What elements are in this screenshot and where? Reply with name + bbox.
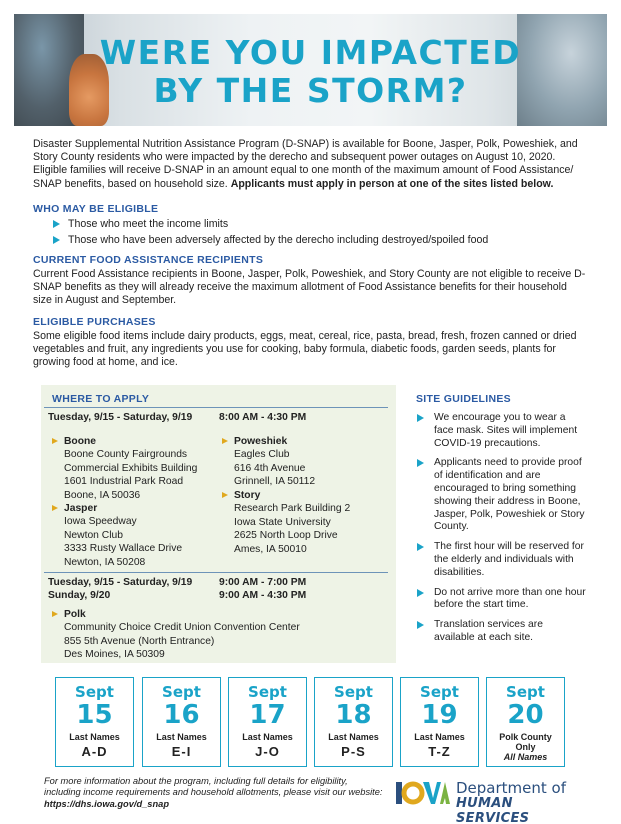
tile-range: T-Z: [428, 744, 451, 759]
date-tile-20: [486, 677, 565, 767]
location-name: [52, 502, 182, 515]
date-tile-19: [400, 677, 479, 767]
block2-hours2: 9:00 AM - 4:30 PM: [219, 590, 307, 601]
tile-month: Sept: [75, 683, 114, 701]
location-polk: [52, 608, 300, 662]
triangle-bullet-icon: [222, 492, 228, 498]
current-heading: CURRENT FOOD ASSISTANCE RECIPIENTS: [33, 254, 264, 266]
divider: [44, 572, 388, 573]
location-name: [222, 489, 350, 502]
iowa-dhs-logo: [396, 776, 586, 824]
triangle-bullet-icon: [417, 414, 424, 422]
address-line: 1601 Industrial Park Road: [64, 476, 184, 488]
triangle-bullet-icon: [222, 438, 228, 444]
triangle-bullet-icon: [53, 220, 60, 228]
date-tile-15: [55, 677, 134, 767]
block1-hours: 8:00 AM - 4:30 PM: [219, 412, 307, 423]
tile-range: P-S: [341, 744, 366, 759]
tile-month: Sept: [248, 683, 287, 701]
list-item: [416, 587, 586, 613]
block1-dates: Tuesday, 9/15 - Saturday, 9/19: [48, 412, 193, 423]
address-line: Grinnell, IA 50112: [234, 476, 316, 488]
block2-dates1: Tuesday, 9/15 - Saturday, 9/19: [48, 577, 193, 588]
divider: [44, 407, 388, 408]
block2-dates2: Sunday, 9/20: [48, 590, 111, 601]
intro-text: Disaster Supplemental Nutrition Assistance Program (D-SNAP) is available for Boone, Jasper, Polk, Poweshiek, and Story County residents who were impacted by the derecho and subsequent power outages on August 10, 2020. Eligible families will receive D-SNAP in an amount equal to one month of the maximum amount of Food Assistance/ SNAP benefits, based on household size.: [33, 138, 578, 190]
address-line: 855 5th Avenue (North Entrance): [64, 635, 215, 647]
tile-day: 19: [421, 700, 458, 730]
footer-link[interactable]: https://dhs.iowa.gov/d_snap: [44, 798, 169, 809]
intro-bold: Applicants must apply in person at one of the sites listed below.: [230, 177, 554, 190]
guidelines-heading: SITE GUIDELINES: [416, 393, 511, 405]
address-line: Community Choice Credit Union Convention Center: [64, 622, 300, 634]
date-tile-18: [314, 677, 393, 767]
triangle-bullet-icon: [52, 611, 58, 617]
address-line: Commercial Exhibits Building: [64, 462, 198, 474]
tile-sub: All Names: [503, 752, 548, 762]
list-item: [416, 541, 586, 579]
location-name: [52, 608, 300, 621]
address-line: 616 4th Avenue: [234, 462, 306, 474]
location-name-text: Story: [234, 490, 261, 501]
address-line: Boone, IA 50036: [64, 489, 141, 501]
list-item-text: Those who have been adversely affected by the derecho including destroyed/spoiled food: [68, 234, 489, 246]
tile-range: E-I: [171, 744, 192, 759]
address-line: Boone County Fairgrounds: [64, 449, 188, 461]
list-item: [416, 457, 586, 534]
tile-day: 15: [76, 700, 113, 730]
tile-day: 16: [163, 700, 200, 730]
location-name: [52, 435, 197, 448]
tile-month: Sept: [162, 683, 201, 701]
tile-range: J-O: [255, 744, 280, 759]
triangle-bullet-icon: [417, 621, 424, 629]
tile-label: Last Names: [328, 732, 379, 742]
address-line: Newton Club: [64, 529, 123, 541]
guidelines-list: [416, 412, 586, 652]
address-line: 3333 Rusty Wallace Drive: [64, 543, 183, 555]
hero-title-line2: BY THE STORM?: [153, 71, 468, 110]
triangle-bullet-icon: [417, 543, 424, 551]
location-story: [222, 489, 350, 556]
iowa-logo-icon: [396, 778, 450, 808]
tile-day: 17: [249, 700, 286, 730]
purchases-heading: ELIGIBLE PURCHASES: [33, 316, 156, 328]
location-name-text: Boone: [64, 436, 97, 447]
list-item: [50, 218, 488, 231]
location-boone: [52, 435, 197, 502]
hero-title-line1: WERE YOU IMPACTED: [99, 33, 522, 72]
eligible-list: [50, 218, 488, 250]
tile-month: Sept: [506, 683, 545, 701]
eligible-heading: WHO MAY BE ELIGIBLE: [33, 203, 159, 215]
current-paragraph: Current Food Assistance recipients in Boone, Jasper, Polk, Poweshiek, and Story County are not eligible to receive D-SNAP benefits as they will already receive the maximum allotment of Food Assistance benefits for their household size in August and September.: [33, 268, 586, 307]
location-name-text: Poweshiek: [234, 436, 288, 447]
address-line: Iowa State University: [234, 516, 331, 528]
list-item-text: Translation services are available at each site.: [434, 619, 543, 643]
intro-paragraph: [33, 138, 588, 191]
footer-body: For more information about the program, including full details for eligibility, including income requirements and household allotments, please visit our website:: [44, 776, 383, 798]
location-jasper: [52, 502, 182, 569]
list-item-text: The first hour will be reserved for the elderly and individuals with disabilities.: [434, 541, 584, 578]
triangle-bullet-icon: [417, 589, 424, 597]
tile-month: Sept: [420, 683, 459, 701]
location-poweshiek: [222, 435, 315, 489]
hero-banner: [14, 14, 607, 126]
location-name-text: Polk: [64, 609, 86, 620]
triangle-bullet-icon: [52, 505, 58, 511]
list-item: [416, 412, 586, 450]
triangle-bullet-icon: [417, 459, 424, 467]
address-line: Iowa Speedway: [64, 516, 137, 528]
logo-services: HUMAN SERVICES: [456, 796, 530, 824]
tile-month: Sept: [334, 683, 373, 701]
list-item-text: Do not arrive more than one hour before the start time.: [434, 586, 586, 611]
tile-label: Last Names: [414, 732, 465, 742]
footer-text: [44, 776, 384, 810]
address-line: Ames, IA 50010: [234, 543, 307, 555]
address-line: 2625 North Loop Drive: [234, 530, 338, 542]
tile-day: 18: [335, 700, 372, 730]
list-item: [416, 619, 586, 645]
tile-day: 20: [507, 700, 544, 730]
location-name-text: Jasper: [64, 503, 98, 514]
list-item: [50, 234, 488, 247]
apply-heading: WHERE TO APPLY: [52, 393, 150, 405]
tile-label: Last Names: [69, 732, 120, 742]
tile-label: Last Names: [156, 732, 207, 742]
triangle-bullet-icon: [53, 236, 60, 244]
address-line: Research Park Building 2: [234, 503, 351, 515]
address-line: Des Moines, IA 50309: [64, 649, 165, 661]
triangle-bullet-icon: [52, 438, 58, 444]
list-item-text: Those who meet the income limits: [68, 218, 229, 230]
tile-range: A-D: [81, 744, 108, 759]
location-name: [222, 435, 315, 448]
list-item-text: Applicants need to provide proof of identification and are encouraged to bring something showing their address in Boone, Jasper, Polk, Poweshiek or Story County.: [434, 457, 585, 533]
logo-department: Department of: [456, 779, 566, 797]
hero-title: [14, 34, 607, 110]
block2-hours1: 9:00 AM - 7:00 PM: [219, 577, 307, 588]
tile-label: Last Names: [242, 732, 293, 742]
list-item-text: We encourage you to wear a face mask. Sites will implement COVID-19 precautions.: [434, 412, 578, 449]
address-line: Eagles Club: [234, 449, 290, 461]
tile-label: Polk County Only: [499, 732, 552, 752]
date-tile-16: [142, 677, 221, 767]
purchases-paragraph: Some eligible food items include dairy products, eggs, meat, cereal, rice, pasta, bread, fresh, frozen canned or dried vegetables and fruit, any ingredients you use for cooking, baby formula, diabetic foods, garden seeds, plants for growing food at home, and ice.: [33, 330, 577, 369]
date-tile-17: [228, 677, 307, 767]
address-line: Newton, IA 50208: [64, 556, 146, 568]
